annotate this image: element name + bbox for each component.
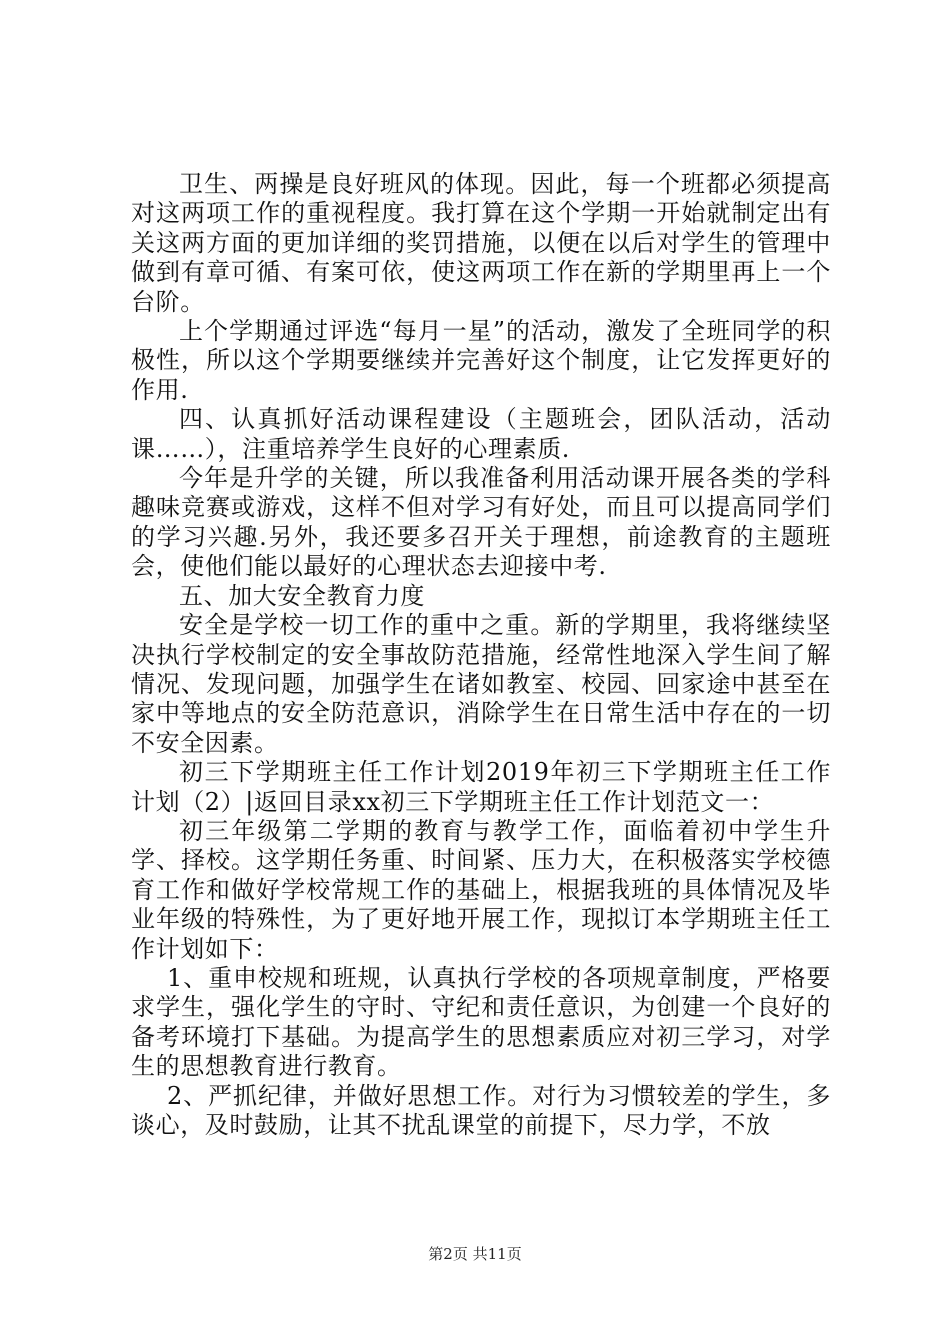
paragraph-section-five: 五、加大安全教育力度	[179, 581, 425, 610]
paragraph-item-one: 1、重申校规和班规，认真执行学校的各项规章制度，严格要求学生，强化学生的守时、守纪和责任意识，为创建一个良好的备考环境打下基础。为提高学生的思想素质应对初三学习，对学生的思想教育进行教育。	[131, 963, 831, 1081]
paragraph-monthly-star: 上个学期通过评选“每月一星”的活动，激发了全班同学的积极性，所以这个学期要继续并完善好这个制度，让它发挥更好的作用.	[131, 317, 831, 404]
paragraph-hygiene: 卫生、两操是良好班风的体现。因此，每一个班都必须提高对这两项工作的重视程度。我打算在这个学期一开始就制定出有关这两方面的更加详细的奖罚措施，以便在以后对学生的管理中做到有章可循、有案可依，使这两项工作在新的学期里再上一个台阶。	[131, 170, 831, 316]
document-body	[131, 170, 831, 1140]
paragraph-item-two: 2、严抓纪律，并做好思想工作。对行为习惯较差的学生，多谈心，及时鼓励，让其不扰乱课堂的前提下，尽力学，不放	[131, 1081, 831, 1139]
paragraph-intro: 初三年级第二学期的教育与教学工作，面临着初中学生升学、择校。这学期任务重、时间紧、压力大，在积极落实学校德育工作和做好学校常规工作的基础上，根据我班的具体情况及毕业年级的特殊性，为了更好地开展工作，现拟订本学期班主任工作计划如下：	[131, 816, 831, 963]
paragraph-section-four: 四、认真抓好活动课程建设（主题班会，团队活动，活动课……），注重培养学生良好的心理素质.	[131, 405, 831, 463]
page-number-footer: 第2页 共11页	[428, 1245, 522, 1263]
paragraph-safety: 安全是学校一切工作的重中之重。新的学期里，我将继续坚决执行学校制定的安全事故防范措施，经常性地深入学生间了解情况、发现问题，加强学生在诸如教室、校园、回家途中甚至在家中等地点的安全防范意识，消除学生在日常生活中存在的一切不安全因素。	[131, 611, 831, 757]
paragraph-activity-class: 今年是升学的关键，所以我准备利用活动课开展各类的学科趣味竞赛或游戏，这样不但对学习有好处，而且可以提高同学们的学习兴趣.另外，我还要多召开关于理想，前途教育的主题班会，使他们能以最好的心理状态去迎接中考.	[131, 464, 831, 581]
paragraph-plan-title: 初三下学期班主任工作计划2019年初三下学期班主任工作计划（2）|返回目录xx初三下学期班主任工作计划范文一：	[131, 758, 831, 816]
